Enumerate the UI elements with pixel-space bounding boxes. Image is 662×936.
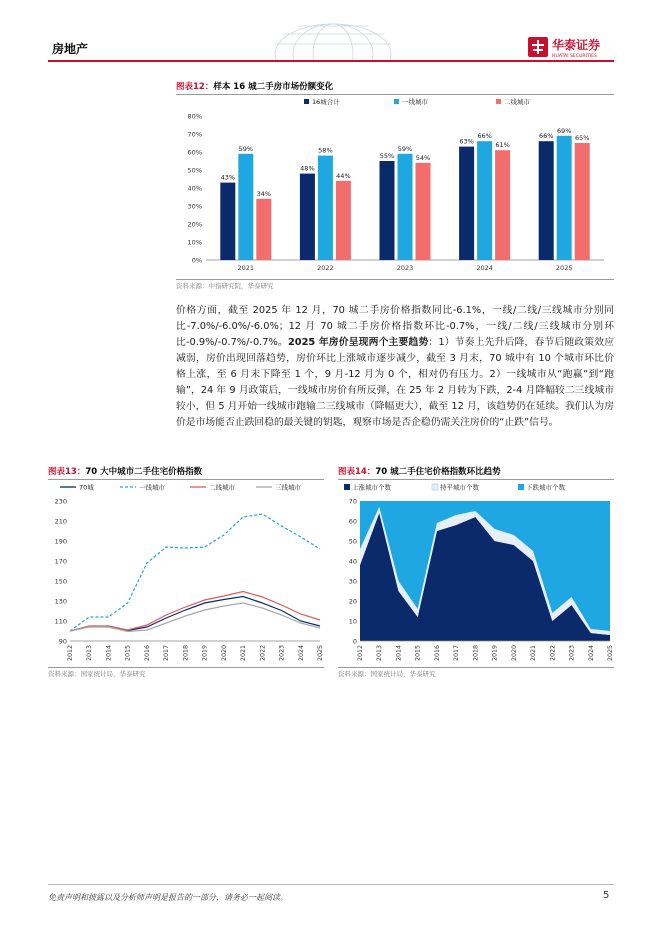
logo-en-text: HUATAI SECURITIES <box>552 54 597 59</box>
fig14-ytick-label: 30 <box>348 577 357 586</box>
fig13-xtick-label: 2017 <box>163 645 171 662</box>
fig12-ytick-label: 30% <box>187 202 202 211</box>
fig13-title <box>48 465 202 477</box>
fig12-xtick-label: 2022 <box>317 264 334 272</box>
fig12-ytick-label: 10% <box>187 238 202 247</box>
fig14-legend-swatch <box>432 484 438 490</box>
fig12-xtick-label: 2025 <box>555 264 573 272</box>
fig13-ytick-label: 110 <box>54 617 67 626</box>
body-paragraph <box>176 303 614 431</box>
fig12-ytick-label: 0% <box>191 256 202 265</box>
fig12-bottom-rule <box>176 279 614 280</box>
fig12-bar <box>495 150 510 260</box>
fig12-data-label: 59% <box>397 144 413 153</box>
fig12-legend-swatch <box>394 99 399 104</box>
fig12-data-label: 63% <box>459 137 474 146</box>
fig13-title-text: 70 大中城市二手住宅价格指数 <box>85 467 203 477</box>
fig13-line-chart <box>48 481 324 665</box>
fig12-data-label: 65% <box>574 134 590 142</box>
fig14-ytick-label: 10 <box>348 617 357 626</box>
fig12-legend-swatch <box>496 99 501 104</box>
fig13-ytick-label: 210 <box>54 517 67 526</box>
header-rule <box>48 60 614 62</box>
fig14-title-num: 图表14： <box>338 467 376 477</box>
fig13-legend-label: 一线城市 <box>139 483 165 492</box>
fig14-xtick-label: 2014 <box>395 645 403 662</box>
fig12-bar <box>238 154 253 260</box>
fig12-bar <box>398 154 413 260</box>
fig12-xtick-label: 2023 <box>396 264 414 272</box>
fig12-bar <box>416 163 431 260</box>
fig12-bar <box>380 161 395 260</box>
fig14-legend-label: 持平城市个数 <box>440 483 479 492</box>
fig14-ytick-label: 50 <box>348 537 357 546</box>
fig14-title-text: 70 城二手住宅价格指数环比趋势 <box>375 467 501 477</box>
fig14-xtick-label: 2021 <box>530 645 538 662</box>
fig13-bottom-rule <box>48 667 324 668</box>
footer-disclaimer: 免责声明和披露以及分析师声明是报告的一部分，请务必一起阅读。 <box>48 893 288 902</box>
fig14-title <box>338 465 501 477</box>
footer-rule <box>48 884 614 885</box>
para-part2: ：1）节奏上先升后降，春节后随政策效应减弱，房价出现回落趋势，房价环比上涨城市逐步减少，截至 3 月末，70 城中有 10 个城市环比价格上涨，至 6 月末下降至 1 个，9 月-12 月为 0 个，相对仍有压力。2）一线城市从“跑赢”到“跑输”，24 年 9 月政策后，一线城市房价有所反弹，在 25 年 2 月转为下跌，2-4 月降幅较二三线城市较小，但 5 月开始一线城市跑输二三线城市（降幅更大），截至 12 月，该趋势仍在延续。我们认为房价是市场能否止跌回稳的最关键的钥匙，观察市场是否企稳仍需关注房价的“止跌”信号。 <box>176 337 614 428</box>
fig12-data-label: 48% <box>300 164 315 173</box>
fig12-bar <box>220 183 235 260</box>
fig14-xtick-label: 2020 <box>510 645 518 662</box>
fig14-xtick-label: 2016 <box>433 645 441 662</box>
fig13-ytick-label: 190 <box>54 537 67 546</box>
fig12-data-label: 59% <box>238 144 254 153</box>
fig12-bar <box>459 147 474 260</box>
fig13-xtick-label: 2016 <box>143 645 151 662</box>
fig14-xtick-label: 2022 <box>549 645 557 662</box>
fig13-ytick-label: 170 <box>54 557 67 566</box>
fig14-xtick-label: 2025 <box>607 645 614 662</box>
fig12-data-label: 61% <box>495 141 510 150</box>
fig14-legend-label: 上涨城市个数 <box>352 483 391 492</box>
para-bold: 2025 年房价呈现两个主要趋势 <box>287 337 429 348</box>
fig12-data-label: 44% <box>336 171 351 180</box>
fig14-xtick-label: 2024 <box>587 645 595 662</box>
fig14-xtick-label: 2013 <box>376 645 384 662</box>
fig14-top-rule <box>338 479 614 480</box>
fig12-bar <box>477 141 492 260</box>
fig14-xtick-label: 2015 <box>414 645 422 662</box>
logo-cn-text: 华泰证券 <box>552 38 601 52</box>
fig12-source: 资料来源：中指研究院，华泰研究 <box>176 282 274 290</box>
fig12-xtick-label: 2021 <box>237 264 255 272</box>
fig12-bar <box>575 143 590 260</box>
fig13-legend-label: 二线城市 <box>209 483 235 492</box>
para-part1: 价格方面，截至 2025 年 12 月，70 城二手房价格指数同比-6.1%，一线/二线/三线城市分别同比-7.0%/-6.0%/-6.0%；12 月 70 城二手房价格指数环比-0.7%，一线/二线/三线城市分别环比-0.9%/-0.7%/-0.7%。 <box>176 305 614 348</box>
fig13-ytick-label: 130 <box>54 597 67 606</box>
fig12-bar-chart <box>176 96 614 278</box>
fig12-xtick-label: 2024 <box>476 264 493 272</box>
fig12-bar <box>256 199 271 260</box>
fig13-xtick-label: 2025 <box>317 645 324 662</box>
fig13-xtick-label: 2014 <box>105 645 113 662</box>
fig12-legend-label: 16城合计 <box>312 98 340 106</box>
fig13-xtick-label: 2012 <box>67 645 74 662</box>
globe-watermark-icon <box>268 14 398 60</box>
fig12-ytick-label: 40% <box>187 184 202 193</box>
fig12-bar <box>557 136 572 260</box>
fig13-xtick-label: 2015 <box>124 645 132 662</box>
fig14-xtick-label: 2017 <box>453 645 461 662</box>
fig13-xtick-label: 2013 <box>86 645 94 662</box>
huatai-logo-icon <box>528 34 624 60</box>
fig14-xtick-label: 2012 <box>357 645 364 662</box>
fig12-ytick-label: 50% <box>187 166 202 175</box>
fig12-ytick-label: 60% <box>187 148 202 157</box>
fig12-data-label: 55% <box>379 152 395 160</box>
fig14-xtick-label: 2018 <box>472 645 480 662</box>
fig12-bar <box>336 181 351 260</box>
fig12-legend-label: 一线城市 <box>402 98 428 106</box>
fig12-title-text: 样本 16 城二手房市场份额变化 <box>213 82 334 92</box>
fig14-xtick-label: 2023 <box>568 645 576 662</box>
fig14-legend-swatch <box>344 484 350 490</box>
fig14-source: 资料来源：国家统计局，华泰研究 <box>338 670 436 678</box>
page-number: 5 <box>603 890 610 901</box>
fig12-data-label: 69% <box>556 126 572 135</box>
fig13-xtick-label: 2018 <box>182 645 190 662</box>
fig13-xtick-label: 2019 <box>201 645 209 662</box>
fig12-legend-label: 二线城市 <box>504 98 530 106</box>
fig13-xtick-label: 2024 <box>297 645 305 662</box>
fig12-top-rule <box>176 94 614 95</box>
huatai-logo <box>528 34 624 60</box>
fig12-ytick-label: 20% <box>187 220 202 229</box>
fig12-data-label: 34% <box>256 189 272 198</box>
fig12-data-label: 66% <box>538 132 554 141</box>
fig14-ytick-label: 70 <box>348 497 357 506</box>
fig13-xtick-label: 2020 <box>220 645 228 662</box>
fig12-data-label: 54% <box>415 153 431 162</box>
fig14-ytick-label: 20 <box>348 597 357 606</box>
fig12-title-num: 图表12： <box>176 82 214 92</box>
fig12-ytick-label: 80% <box>187 112 202 121</box>
fig12-ytick-label: 70% <box>187 130 202 139</box>
fig14-legend-label: 下跌城市个数 <box>526 483 565 492</box>
fig12-bar <box>318 156 333 260</box>
fig13-title-num: 图表13： <box>48 467 86 477</box>
fig12-title <box>176 80 333 92</box>
fig13-ytick-label: 230 <box>54 497 67 506</box>
fig14-legend-swatch <box>518 484 524 490</box>
fig13-xtick-label: 2022 <box>259 645 267 662</box>
fig12-bar <box>300 174 315 260</box>
fig13-legend-label: 70城 <box>79 483 94 492</box>
fig14-ytick-label: 60 <box>348 517 357 526</box>
fig12-data-label: 43% <box>220 173 236 182</box>
fig14-xtick-label: 2019 <box>491 645 499 662</box>
fig12-data-label: 58% <box>318 146 333 155</box>
fig13-source: 资料来源：国家统计局，华泰研究 <box>48 670 146 678</box>
fig14-bottom-rule <box>338 667 614 668</box>
fig12-legend-swatch <box>304 99 309 104</box>
fig12-bar <box>539 141 554 260</box>
fig13-xtick-label: 2023 <box>278 645 286 662</box>
fig13-top-rule <box>48 479 324 480</box>
fig13-ytick-label: 90 <box>58 637 67 646</box>
fig14-area-chart <box>338 481 614 665</box>
fig13-xtick-label: 2021 <box>240 645 248 662</box>
fig14-ytick-label: 40 <box>348 557 357 566</box>
fig13-ytick-label: 150 <box>54 577 67 586</box>
fig14-ytick-label: 0 <box>352 637 357 646</box>
fig12-data-label: 66% <box>477 132 492 141</box>
sector-label: 房地产 <box>52 42 89 56</box>
fig13-legend-label: 三线城市 <box>275 483 301 492</box>
